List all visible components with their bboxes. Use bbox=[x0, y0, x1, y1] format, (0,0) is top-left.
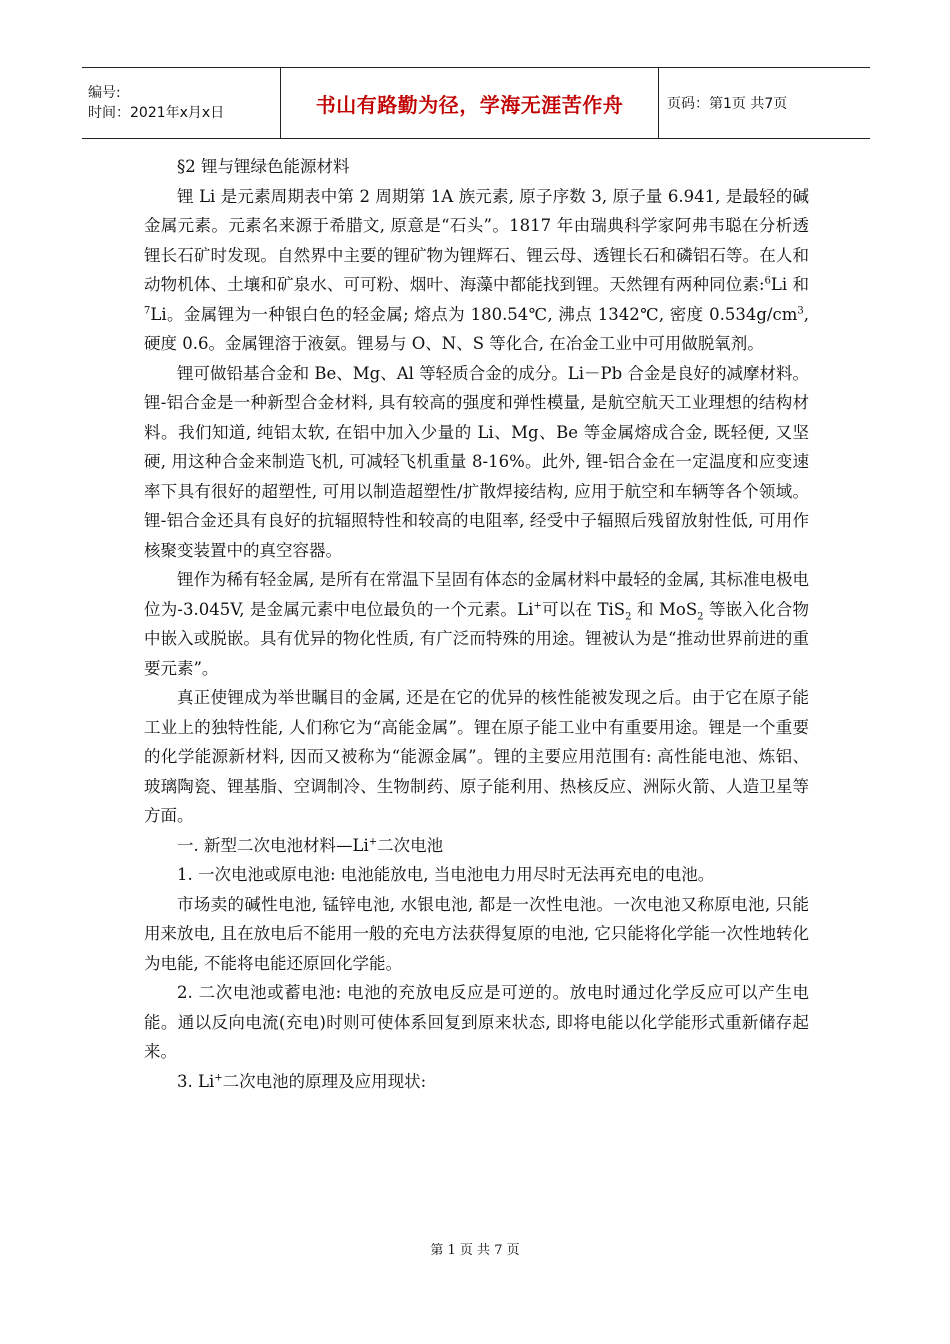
paragraph-secondary-battery: 2. 二次电池或蓄电池: 电池的充放电反应是可逆的。放电时通过化学反应可以产生电能。通以反向电流(充电)时则可使体系回复到原来状态, 即将电能以化学能形式重新储存起来。 bbox=[144, 983, 809, 1061]
paragraph-alloys: 锂可做铅基合金和 Be、Mg、Al 等轻质合金的成分。Li－Pb 合金是良好的减摩材料。锂-铝合金是一种新型合金材料, 具有较高的强度和弹性模量, 是航空航天工业理想的结构材料。我们知道, 纯铝太软, 在铝中加入少量的 Li、Mg、Be 等金属熔成合金, 既轻便, 又坚硬, 用这种合金来制造飞机, 可减轻飞机重量 8-16%。此外, 锂-铝合金在一定温度和应变速率下具有很好的超塑性, 可用以制造超塑性/扩散焊接结构, 应用于航空和车辆等各个领域。锂-铝合金还具有良好的抗辐照特性和较高的电阻率, 经受中子辐照后残留放射性低, 可用作核聚变装置中的真空容器。 bbox=[144, 363, 809, 560]
page-footer: 第 1 页 共 7 页 bbox=[430, 1243, 520, 1258]
section-title: §2 锂与锂绿色能源材料 bbox=[177, 157, 350, 176]
number-label: 编号: bbox=[88, 85, 121, 101]
document-body bbox=[144, 152, 809, 1096]
header-motto: 书山有路勤为径，学海无涯苦作舟 bbox=[281, 68, 659, 138]
paragraph-lithium-intro: 锂 Li 是元素周期表中第 2 周期第 1A 族元素, 原子序数 3, 原子量 6.941, 是最轻的碱金属元素。元素名来源于希腊文, 原意是“石头”。1817 年由瑞典科学家阿弗韦聪在分析透锂长石矿时发现。自然界中主要的锂矿物为锂辉石、锂云母、透锂长石和磷铝石等。在人和动物机体、土壤和矿泉水、可可粉、烟叶、海藻中都能找到锂。天然锂有两种同位素:$^6$Li 和 $^7$Li。金属锂为一种银白色的轻金属; 熔点为 180.54℃, 沸点 1342℃, 密度 $0.534g/cm^3$, 硬度 0.6。金属锂溶于液氨。锂易与 O、N、S 等化合, 在冶金工业中可用做脱氧剂。 bbox=[144, 186, 810, 353]
paragraph-primary-battery: 1. 一次电池或原电池: 电池能放电, 当电池电力用尽时无法再充电的电池。 bbox=[177, 865, 715, 884]
paragraph-energy-metal: 真正使锂成为举世瞩目的金属, 还是在它的优异的核性能被发现之后。由于它在原子能工业上的独特性能, 人们称它为“高能金属”。锂在原子能工业中有重要用途。锂是一个重要的化学能源新材料, 因而又被称为“能源金属”。锂的主要应用范围有: 高性能电池、炼铝、玻璃陶瓷、锂基脂、空调制冷、生物制药、原子能利用、热核反应、洲际火箭、人造卫星等方面。 bbox=[144, 688, 809, 825]
header-page-number: 页码：第1页 共7页 bbox=[667, 96, 788, 112]
paragraph-electrode-potential: 锂作为稀有轻金属, 是所有在常温下呈固有体态的金属材料中最轻的金属, 其标准电极电位为-3.045V, 是金属元素中电位最负的一个元素。Li+可以在 TiS$_2$ 和 MoS$_2$ 等嵌入化合物中嵌入或脱嵌。具有优异的物化性质, 有广泛而特殊的用途。锂被认为是“推动世界前进的重要元素”。 bbox=[144, 570, 809, 678]
subsection-heading: 一. 新型二次电池材料—Li+二次电池 bbox=[177, 835, 444, 855]
paragraph-primary-examples: 市场卖的碱性电池, 锰锌电池, 水银电池, 都是一次性电池。一次电池又称原电池, 只能用来放电, 且在放电后不能用一般的充电方法获得复原的电池, 它只能将化学能一次性地转化为电能, 不能将电能还原回化学能。 bbox=[144, 894, 809, 973]
page-header bbox=[82, 67, 870, 139]
header-meta bbox=[82, 68, 281, 138]
paragraph-li-ion-principle: 3. Li+二次电池的原理及应用现状: bbox=[177, 1071, 427, 1091]
time-label: 时间：2021年x月x日 bbox=[88, 105, 225, 121]
